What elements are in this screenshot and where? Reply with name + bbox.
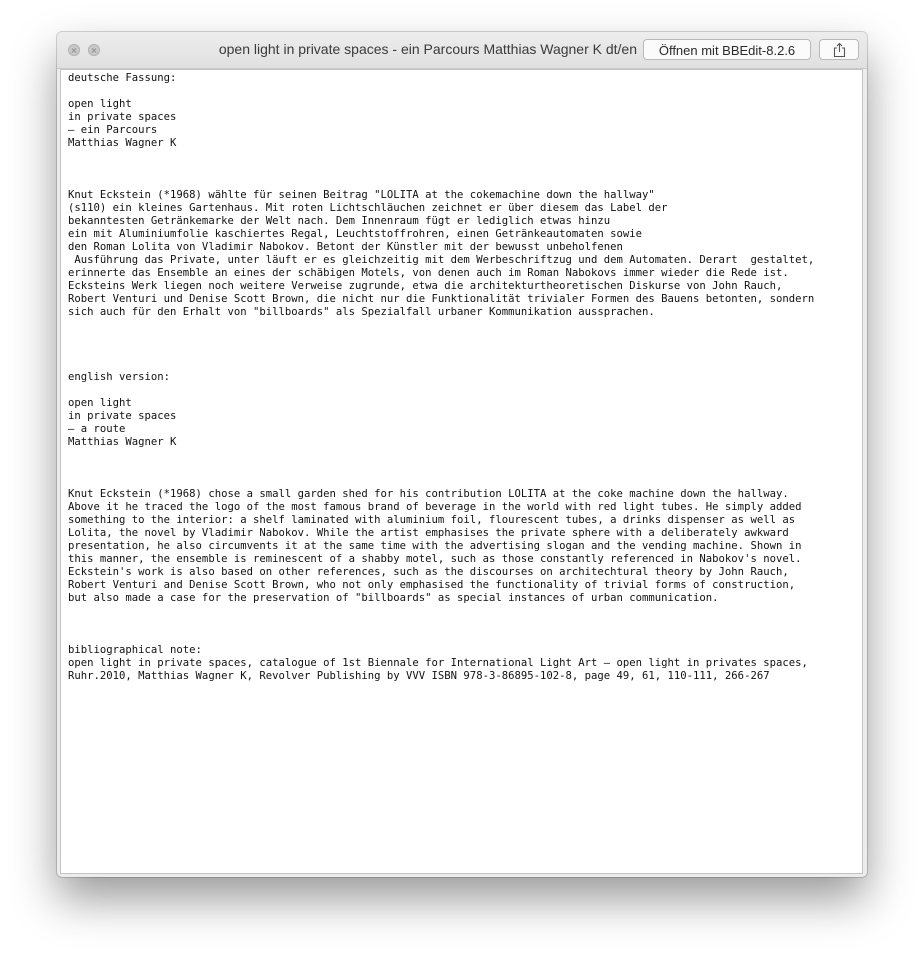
document-line: Lolita, the novel by Vladimir Nabokov. While the artist emphasises the private sphere with a deliberately awkward xyxy=(68,527,789,539)
document-line: – ein Parcours xyxy=(68,124,158,136)
document-line: den Roman Lolita von Vladimir Nabokov. Betont der Künstler mit der bewusst unbeholfenen xyxy=(68,241,623,253)
document-line: something to the interior: a shelf laminated with aluminium foil, flourescent tubes, a drinks dispenser as well as xyxy=(68,514,796,526)
document-line: open light xyxy=(68,98,132,110)
document-line: bekanntesten Getränkemarke der Welt nach. Dem Innenraum fügt er lediglich etwas hinzu xyxy=(68,215,611,227)
minimize-icon[interactable] xyxy=(88,44,100,56)
document-line: Ausführung das Private, unter läuft er es gleichzeitig mit dem Werbeschriftzug und dem Automaten. Derart gestaltet, xyxy=(68,254,815,266)
close-icon[interactable] xyxy=(68,44,80,56)
document-line: Robert Venturi and Denise Scott Brown, who not only emphasised the functionality of trivial forms of construction, xyxy=(68,579,796,591)
document-line: – a route xyxy=(68,423,126,435)
quicklook-window xyxy=(57,32,867,877)
document-line: Matthias Wagner K xyxy=(68,137,177,149)
document-line: in private spaces xyxy=(68,111,177,123)
open-with-bbedit-button[interactable]: Öffnen mit BBEdit-8.2.6 xyxy=(643,39,811,60)
share-icon xyxy=(833,42,846,58)
share-button[interactable] xyxy=(819,39,859,60)
document-line: Knut Eckstein (*1968) wählte für seinen Beitrag "LOLITA at the cokemachine down the hallway" xyxy=(68,189,655,201)
document-line: Ecksteins Werk liegen noch weitere Verweise zugrunde, etwa die architekturtheoretischen Diskurse von John Rauch, xyxy=(68,280,783,292)
document-area[interactable] xyxy=(60,69,863,874)
document-line: in private spaces xyxy=(68,410,177,422)
document-line: erinnerte das Ensemble an eines der schäbigen Motels, von denen auch im Roman Nabokovs immer wieder die Rede ist. xyxy=(68,267,789,279)
document-line: Matthias Wagner K xyxy=(68,436,177,448)
document-line: Robert Venturi und Denise Scott Brown, die nicht nur die Funktionalität trivialer Formen des Bauens betonten, sondern xyxy=(68,293,815,305)
document-line: Ruhr.2010, Matthias Wagner K, Revolver Publishing by VVV ISBN 978-3-86895-102-8, page 49, 61, 110-111, 266-267 xyxy=(68,670,770,682)
document-line: deutsche Fassung: xyxy=(68,72,177,84)
document-line: Knut Eckstein (*1968) chose a small garden shed for his contribution LOLITA at the coke machine down the hallway. xyxy=(68,488,789,500)
document-line: this manner, the ensemble is reminescent of a shabby motel, such as those constantly referenced in Nabokov's novel. xyxy=(68,553,802,565)
document-line: (s110) ein kleines Gartenhaus. Mit roten Lichtschläuchen zeichnet er über diesem das Label der xyxy=(68,202,668,214)
document-line: ein mit Aluminiumfolie kaschiertes Regal, Leuchtstoffrohren, einen Getränkeautomaten sowie xyxy=(68,228,643,240)
document-line: sich auch für den Erhalt von "billboards" als Spezialfall urbaner Kommunikation aussprachen. xyxy=(68,306,655,318)
title-bar xyxy=(57,32,867,69)
window-title: open light in private spaces - ein Parcours Matthias Wagner K dt/en xyxy=(218,41,637,57)
document-line: Above it he traced the logo of the most famous brand of beverage in the world with red light tubes. He simply added xyxy=(68,501,802,513)
document-text xyxy=(61,70,862,683)
document-line: bibliographical note: xyxy=(68,644,202,656)
document-line: presentation, he also circumvents it at the same time with the advertising slogan and the vending machine. Shown in xyxy=(68,540,802,552)
document-line: but also made a case for the preservation of "billboards" as special instances of urban communication. xyxy=(68,592,719,604)
document-line: open light xyxy=(68,397,132,409)
document-line: Eckstein's work is also based on other references, such as the discourses on architechtural theory by John Rauch, xyxy=(68,566,789,578)
document-line: english version: xyxy=(68,371,171,383)
document-line: open light in private spaces, catalogue of 1st Biennale for International Light Art – open light in privates spaces, xyxy=(68,657,808,669)
